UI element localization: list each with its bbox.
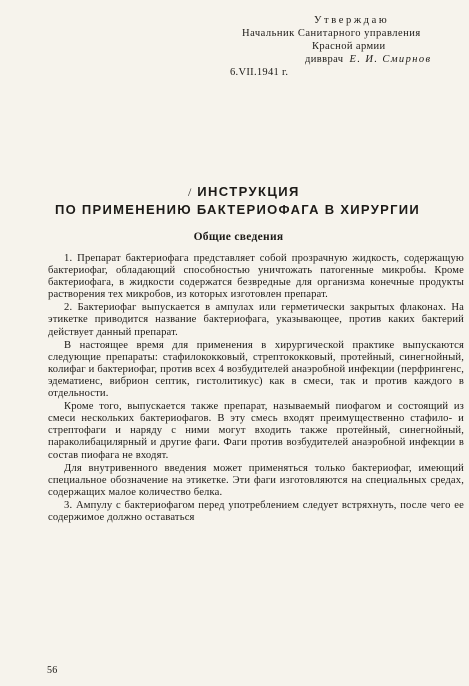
document-subtitle: ПО ПРИМЕНЕНИЮ БАКТЕРИОФАГА В ХИРУРГИИ (54, 202, 421, 217)
approval-date: 6.VII.1941 г. (230, 67, 289, 78)
approval-position: Начальник Санитарного управления (242, 28, 421, 39)
approval-organization: Красной армии (312, 41, 386, 52)
paragraph-2: 2. Бактериофаг выпускается в ампулах или герметически закрытых флаконах. На этикетке приводится название бактериофага, указывающее, против каких бактерий действует данный препарат. (48, 302, 464, 338)
margin-mark: / (188, 185, 192, 199)
page-number: 56 (47, 665, 58, 676)
paragraph-5: Для внутривенного введения может применяться только бактериофаг, имеющий специальное обозначение на этикетке. Эти фаги изготовляются на специальных средах, содержащих малое количество белка. (48, 462, 464, 498)
paragraph-4: Кроме того, выпускается также препарат, называемый пиофагом и состоящий из смеси нескольких бактериофагов. В эту смесь входят преимущественно стафило- и стрептофаги и наряду с ними могут входить также протейный, синегнойный, параколибацилярный и другие фаги. Фаги против возбудителей анаэробной инфекции в состав пиофага не входят. (48, 401, 464, 461)
body-text (48, 253, 464, 524)
approval-signatory (232, 53, 464, 66)
paragraph-3: В настоящее время для применения в хирургической практике выпускаются следующие препараты: стафилококковый, стрептококковый, протейный, синегнойный, колифаг и бактериофаг, против всех 4 возбудителей анаэробной инфекции (перфрингенс, эдематиенс, вибрион септик, гистолитикус) как в смеси, так и против каждого в отдельности. (48, 339, 464, 400)
approval-rank: дивврач (305, 54, 344, 65)
paragraph-1: 1. Препарат бактериофага представляет собой прозрачную жидкость, содержащую бактериофаг, обладающий способностью уничтожать патогенные микробы. Кроме бактериофага, в жидкости содержатся безвредные для организма конечные продукты растворения тех микробов, из которых изготовлен препарат. (48, 253, 464, 301)
paragraph-6: 3. Ампулу с бактериофагом перед употреблением следует встряхнуть, после чего ее содержимое должно оставаться (48, 499, 464, 523)
document-title: ИНСТРУКЦИЯ (197, 184, 300, 199)
approval-name: Е. И. Смирнов (349, 54, 432, 65)
approval-heading: Утверждаю (314, 15, 390, 26)
approval-block (232, 14, 464, 79)
section-heading: Общие сведения (193, 231, 284, 243)
